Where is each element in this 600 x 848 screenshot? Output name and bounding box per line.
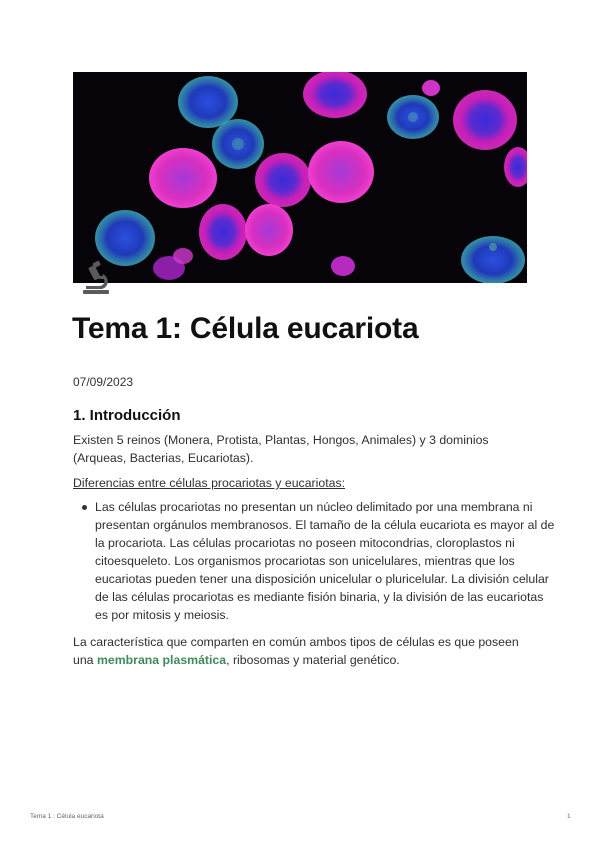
document-date: 07/09/2023 bbox=[73, 375, 134, 389]
subheading: Diferencias entre células procariotas y eucariotas: bbox=[73, 476, 346, 490]
footer-title: Tema 1 : Célula eucariota bbox=[30, 813, 104, 820]
page-number: 1 bbox=[567, 813, 571, 820]
list-item: Las células procariotas no presentan un núcleo delimitado por una membrana ni presentan orgánulos membranosos. El tamaño de la célula eucariota es mayor al de la procariota. Las células procariotas no poseen mitocondrias, cloroplastos ni citoesqueleto. Los organismos procariotas son unicelulares, mientras que los eucariotas pueden tener una disposición unicelular o pluricelular. La división celular de las células procariotas es mediante fisión binaria, y la división de las eucariotas es por mitosis y meiosis. bbox=[95, 500, 555, 622]
intro-paragraph: Existen 5 reinos (Monera, Protista, Plantas, Hongos, Animales) y 3 dominios (Arqueas, Bacterias, Eucariotas). bbox=[73, 433, 489, 465]
closing-text-after: , ribosomas y material genético. bbox=[226, 653, 400, 667]
highlight-term: membrana plasmática bbox=[96, 653, 227, 667]
closing-text-before: La característica que comparten en común ambos tipos de células es que poseen una bbox=[73, 635, 519, 667]
cover-image bbox=[73, 72, 527, 283]
closing-paragraph bbox=[73, 633, 533, 669]
section-heading: 1. Introducción bbox=[73, 407, 181, 424]
microscope-icon bbox=[80, 260, 112, 296]
page-title: Tema 1: Célula eucariota bbox=[72, 312, 419, 345]
bullet-list bbox=[73, 498, 555, 624]
